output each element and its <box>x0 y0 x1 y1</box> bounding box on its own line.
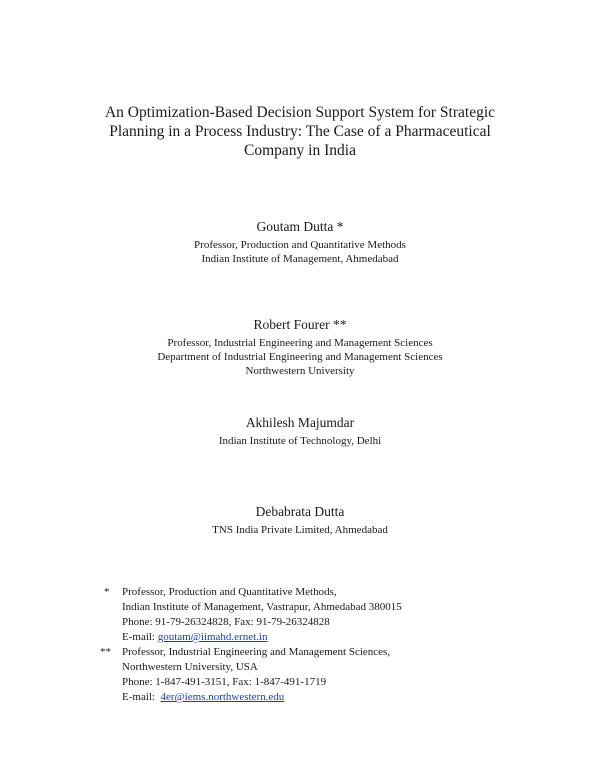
author-name: Robert Fourer ** <box>253 317 347 332</box>
author-block-debabrata-dutta <box>60 503 540 537</box>
footnote-mark: ** <box>100 646 111 658</box>
footnote-line: Phone: 91-79-26324828, Fax: 91-79-26324828 <box>122 616 330 628</box>
author-name: Goutam Dutta * <box>256 219 344 234</box>
footnote-line: Phone: 1-847-491-3151, Fax: 1-847-491-1719 <box>122 676 327 688</box>
author-block-robert-fourer <box>60 316 540 378</box>
author-name: Debabrata Dutta <box>255 504 345 519</box>
footnote-mark: * <box>104 586 110 598</box>
footnote-line: Indian Institute of Management, Vastrapur, Ahmedabad 380015 <box>122 601 402 613</box>
title-line: Company in India <box>244 142 356 159</box>
footnote-double-star <box>102 645 542 705</box>
author-block-akhilesh-majumdar <box>60 414 540 448</box>
footnotes <box>102 585 542 705</box>
author-affiliation: Northwestern University <box>245 365 355 377</box>
email-label: E-mail: <box>122 631 158 643</box>
footnote-email-line <box>122 630 542 645</box>
title-line: Planning in a Process Industry: The Case of a Pharmaceutical <box>109 123 491 140</box>
footnote-single-star <box>102 585 542 645</box>
author-affiliation: Professor, Production and Quantitative Methods <box>194 239 406 251</box>
author-affiliation: Indian Institute of Technology, Delhi <box>218 435 382 447</box>
paper-title <box>60 103 540 160</box>
footnote-line: Professor, Production and Quantitative Methods, <box>122 586 337 598</box>
email-link-goutam[interactable]: goutam@iimahd.ernet.in <box>157 631 268 643</box>
author-affiliation: Indian Institute of Management, Ahmedabad <box>201 253 399 265</box>
footnote-email-line <box>122 690 542 705</box>
footnote-line: Northwestern University, USA <box>122 661 258 673</box>
footnote-line: Professor, Industrial Engineering and Management Sciences, <box>122 646 391 658</box>
email-label: E-mail: <box>122 691 161 703</box>
author-affiliation: Department of Industrial Engineering and Management Sciences <box>157 351 443 363</box>
author-name: Akhilesh Majumdar <box>245 415 355 430</box>
email-link-fourer[interactable]: 4er@iems.northwestern.edu <box>160 691 285 703</box>
author-affiliation: Professor, Industrial Engineering and Management Sciences <box>167 337 433 349</box>
title-line: An Optimization-Based Decision Support System for Strategic <box>104 104 496 121</box>
author-block-goutam-dutta <box>60 218 540 266</box>
author-affiliation: TNS India Private Limited, Ahmedabad <box>212 524 388 536</box>
